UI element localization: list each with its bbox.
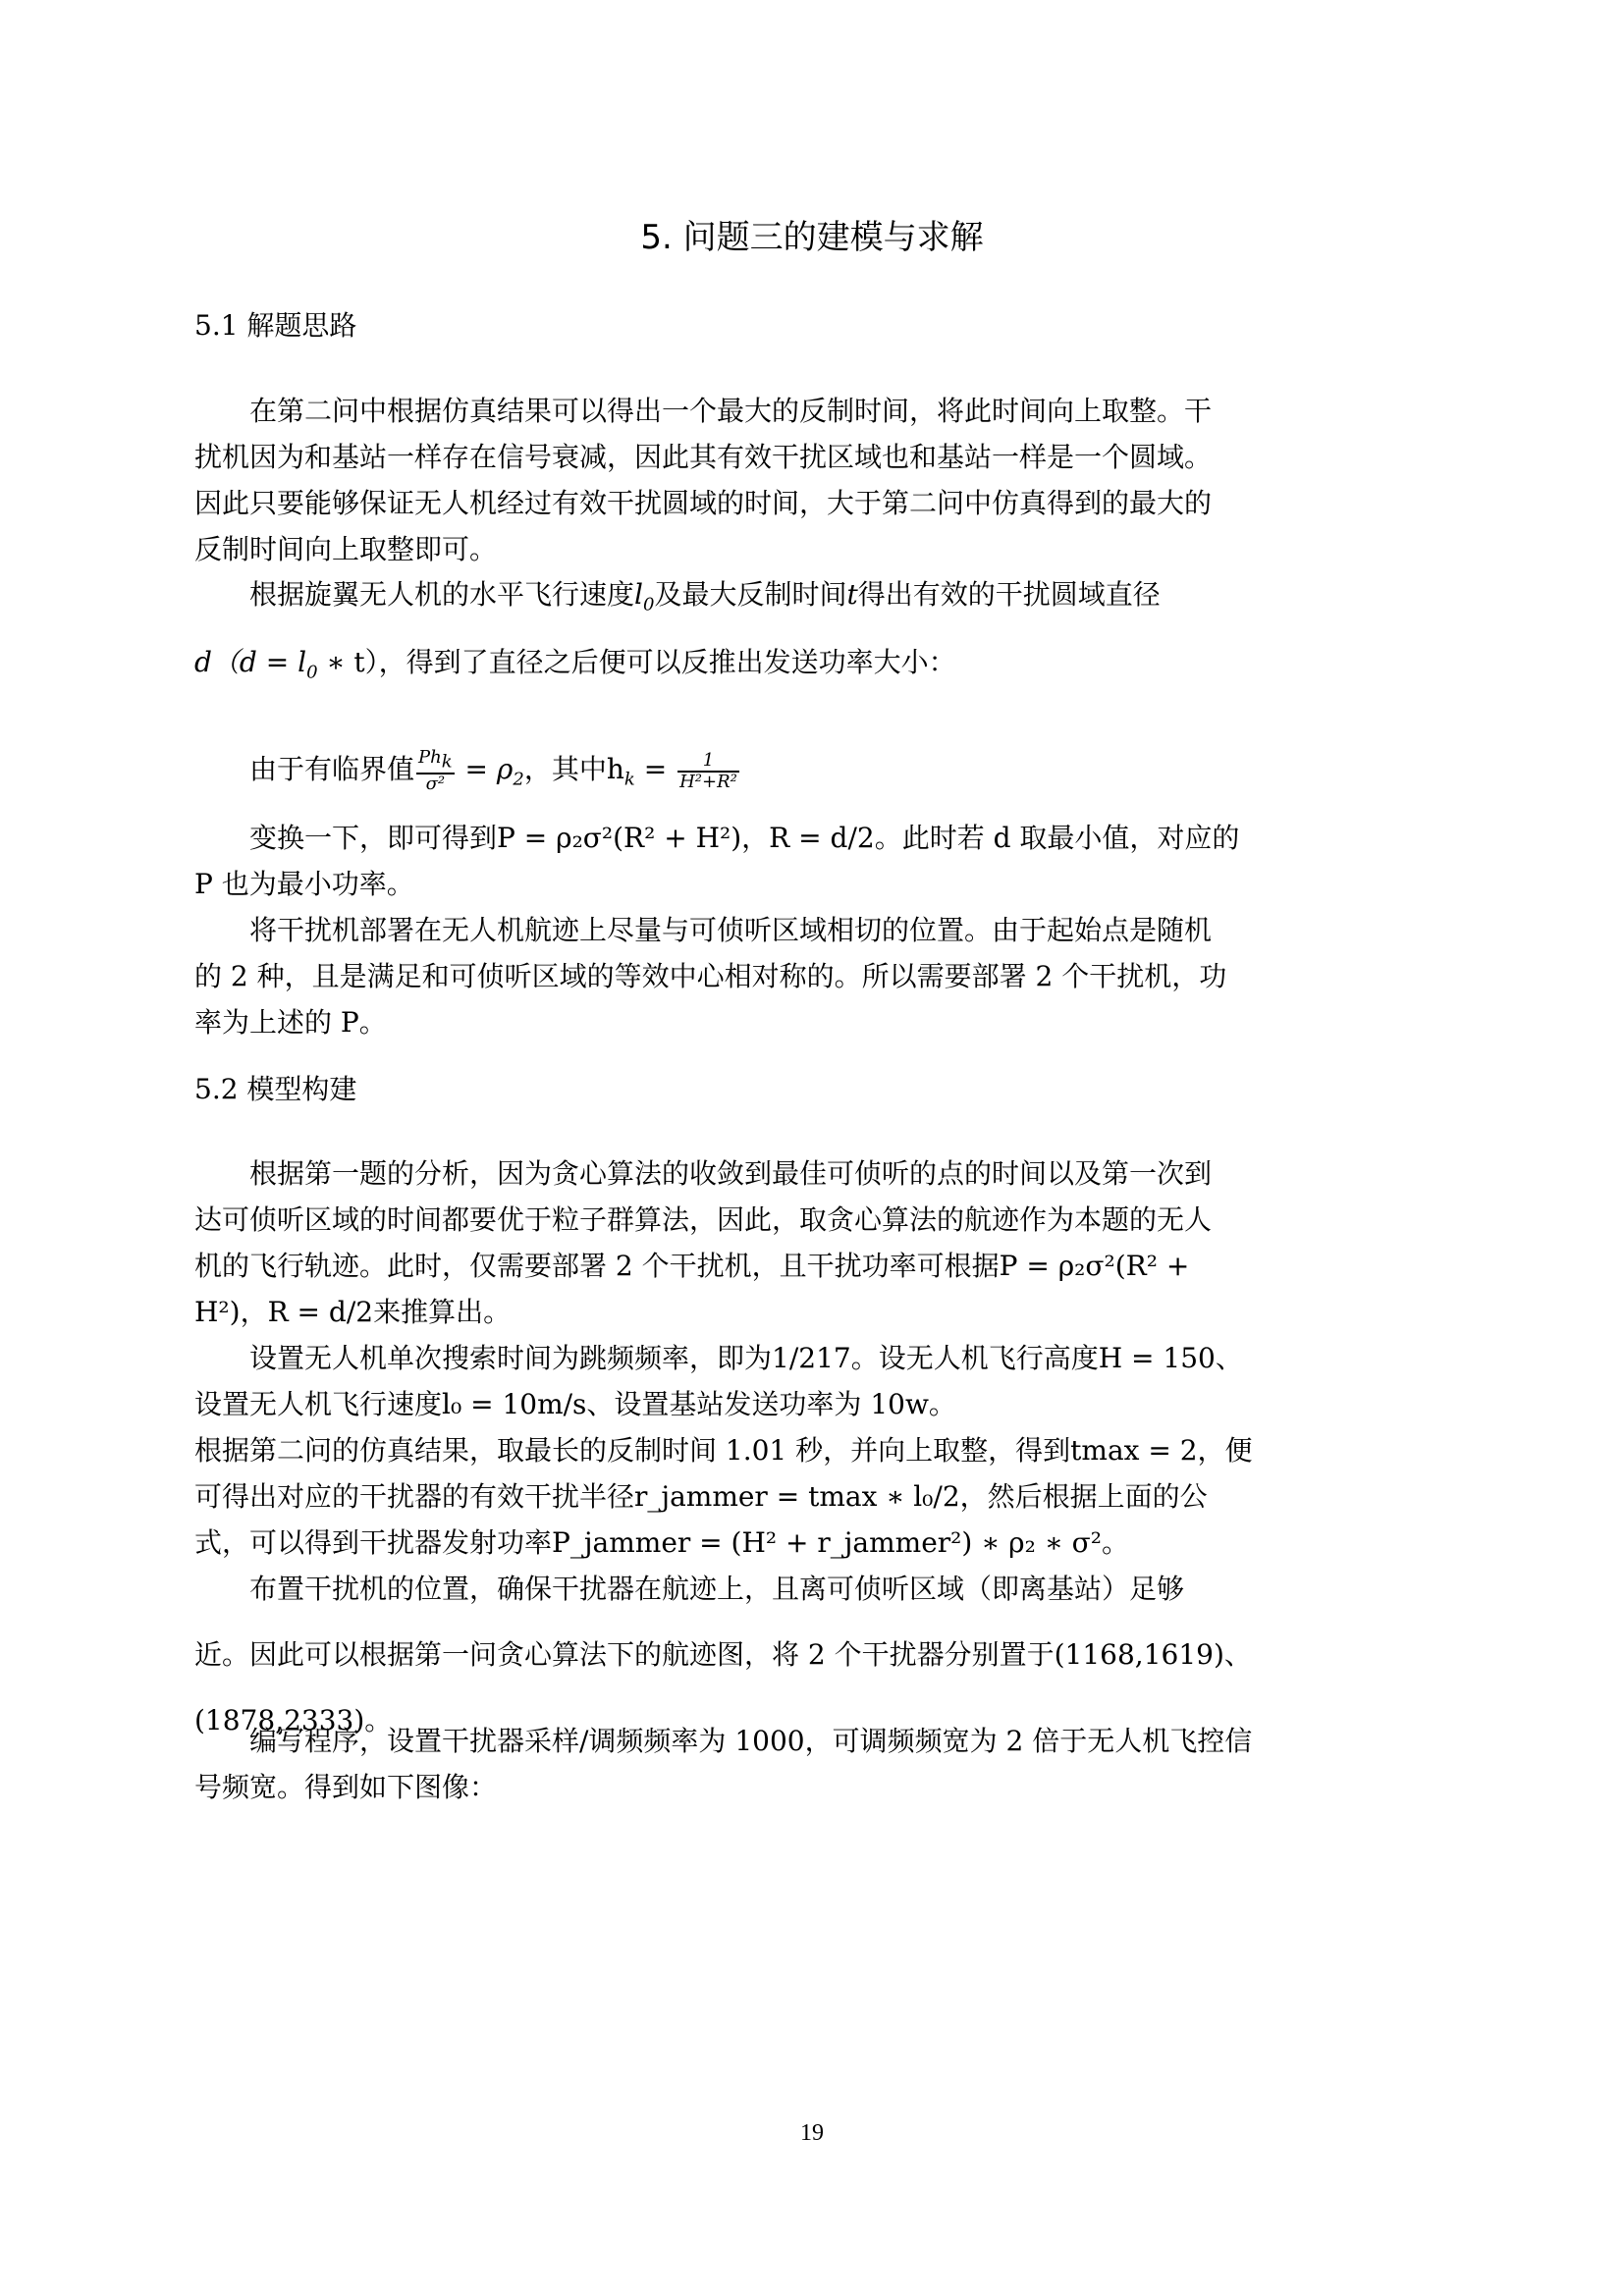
text-line (194, 746, 1430, 803)
math-expression: = (634, 753, 677, 785)
math-t: t (846, 578, 858, 611)
paragraph-5-1-1 (194, 388, 1430, 572)
text-span: ，其中h (523, 753, 624, 785)
paragraph-5-2-5 (194, 1718, 1430, 1810)
paragraph-5-2-4 (194, 1566, 1430, 1743)
section-heading-5-2: 5.2 模型构建 (194, 1073, 357, 1105)
text-line: 达可侦听区域的时间都要优于粒子群算法，因此，取贪心算法的航迹作为本题的无人 (194, 1203, 1213, 1236)
page-title: 5. 问题三的建模与求解 (640, 218, 984, 257)
text-span: 及最大反制时间 (654, 578, 847, 611)
text-line: 变换一下，即可得到P = ρ₂σ²(R² + H²)，R = d/2。此时若 d 取最小值，对应的 (249, 822, 1240, 854)
fraction-numerator (416, 748, 455, 774)
text-span: 由于有临界值 (249, 753, 415, 785)
math-sub: 0 (642, 594, 655, 615)
math-sub: 2 (513, 769, 524, 790)
math-l0 (634, 578, 655, 615)
page-number: 19 (800, 2120, 824, 2146)
text-line: 将干扰机部署在无人机航迹上尽量与可侦听区域相切的位置。由于起始点是随机 (249, 914, 1213, 946)
text-span: 根据旋翼无人机的水平飞行速度 (249, 578, 635, 611)
paragraph-5-2-2 (194, 1335, 1430, 1427)
math-var: Ph (418, 747, 442, 769)
math-sub: k (623, 769, 635, 790)
text-span: 得出有效的干扰圆域直径 (857, 578, 1161, 611)
text-line: 号频宽。得到如下图像： (194, 1771, 498, 1803)
paragraph-5-1-2 (194, 571, 1430, 685)
paragraph-5-2-3 (194, 1427, 1430, 1566)
text-line: 在第二问中根据仿真结果可以得出一个最大的反制时间，将此时间向上取整。干 (249, 395, 1213, 427)
text-line: 设置无人机单次搜索时间为跳频频率，即为1/217。设无人机飞行高度H = 150、 (249, 1342, 1243, 1374)
math-expression: = ρ (456, 753, 514, 785)
text-line: 反制时间向上取整即可。 (194, 533, 498, 565)
math-sub: k (441, 751, 453, 773)
paragraph-5-1-5 (194, 907, 1430, 1045)
paragraph-5-1-4 (194, 815, 1430, 907)
text-line: 的 2 种，且是满足和可侦听区域的等效中心相对称的。所以需要部署 2 个干扰机，功 (194, 960, 1227, 992)
text-line: (1878,2333)。 (194, 1704, 393, 1736)
text-line: 可得出对应的干扰器的有效干扰半径r_jammer = tmax ∗ l₀/2，然后根据上面的公 (194, 1480, 1208, 1513)
text-span: ∗ t），得到了直径之后便可以反推出发送功率大小： (317, 646, 956, 678)
text-line: 根据第一题的分析，因为贪心算法的收敛到最佳可侦听的点的时间以及第一次到 (249, 1157, 1213, 1190)
math-var: l (634, 578, 643, 611)
section-heading-5-1: 5.1 解题思路 (194, 309, 357, 342)
math-expression: d（d = l (194, 646, 307, 678)
text-line: 近。因此可以根据第一问贪心算法下的航迹图，将 2 个干扰器分别置于(1168,1619)、 (194, 1638, 1252, 1671)
text-line: 编写程序，设置干扰器采样/调频频率为 1000，可调频频宽为 2 倍于无人机飞控信 (249, 1725, 1253, 1757)
text-line: 式，可以得到干扰器发射功率P_jammer = (H² + r_jammer²) ∗ ρ₂ ∗ σ²。 (194, 1526, 1130, 1559)
text-line: H²)，R = d/2来推算出。 (194, 1296, 512, 1328)
text-line: 扰机因为和基站一样存在信号衰减，因此其有效干扰区域也和基站一样是一个圆域。 (194, 441, 1213, 473)
text-line: 设置无人机飞行速度l₀ = 10m/s、设置基站发送功率为 10w。 (194, 1388, 956, 1420)
fraction-ph-sigma (416, 748, 455, 794)
fraction-hk (677, 751, 739, 792)
text-line: 率为上述的 P。 (194, 1006, 387, 1039)
paragraph-5-2-1 (194, 1150, 1430, 1335)
text-line: P 也为最小功率。 (194, 868, 414, 900)
text-line: 机的飞行轨迹。此时，仅需要部署 2 个干扰机，且干扰功率可根据P = ρ₂σ²(R² + (194, 1250, 1190, 1282)
fraction-denominator: σ² (425, 773, 446, 794)
text-line: 布置干扰机的位置，确保干扰器在航迹上，且离可侦听区域（即离基站）足够 (249, 1573, 1185, 1605)
text-line (194, 639, 1430, 685)
math-sub: 0 (306, 662, 318, 683)
paragraph-5-1-3 (194, 746, 1430, 803)
fraction-denominator: H²+R² (679, 771, 737, 792)
text-line (194, 571, 1430, 617)
fraction-numerator: 1 (677, 751, 739, 773)
text-line: 因此只要能够保证无人机经过有效干扰圆域的时间，大于第二问中仿真得到的最大的 (194, 487, 1213, 519)
text-line: 根据第二问的仿真结果，取最长的反制时间 1.01 秒，并向上取整，得到tmax = 2，便 (194, 1434, 1253, 1467)
